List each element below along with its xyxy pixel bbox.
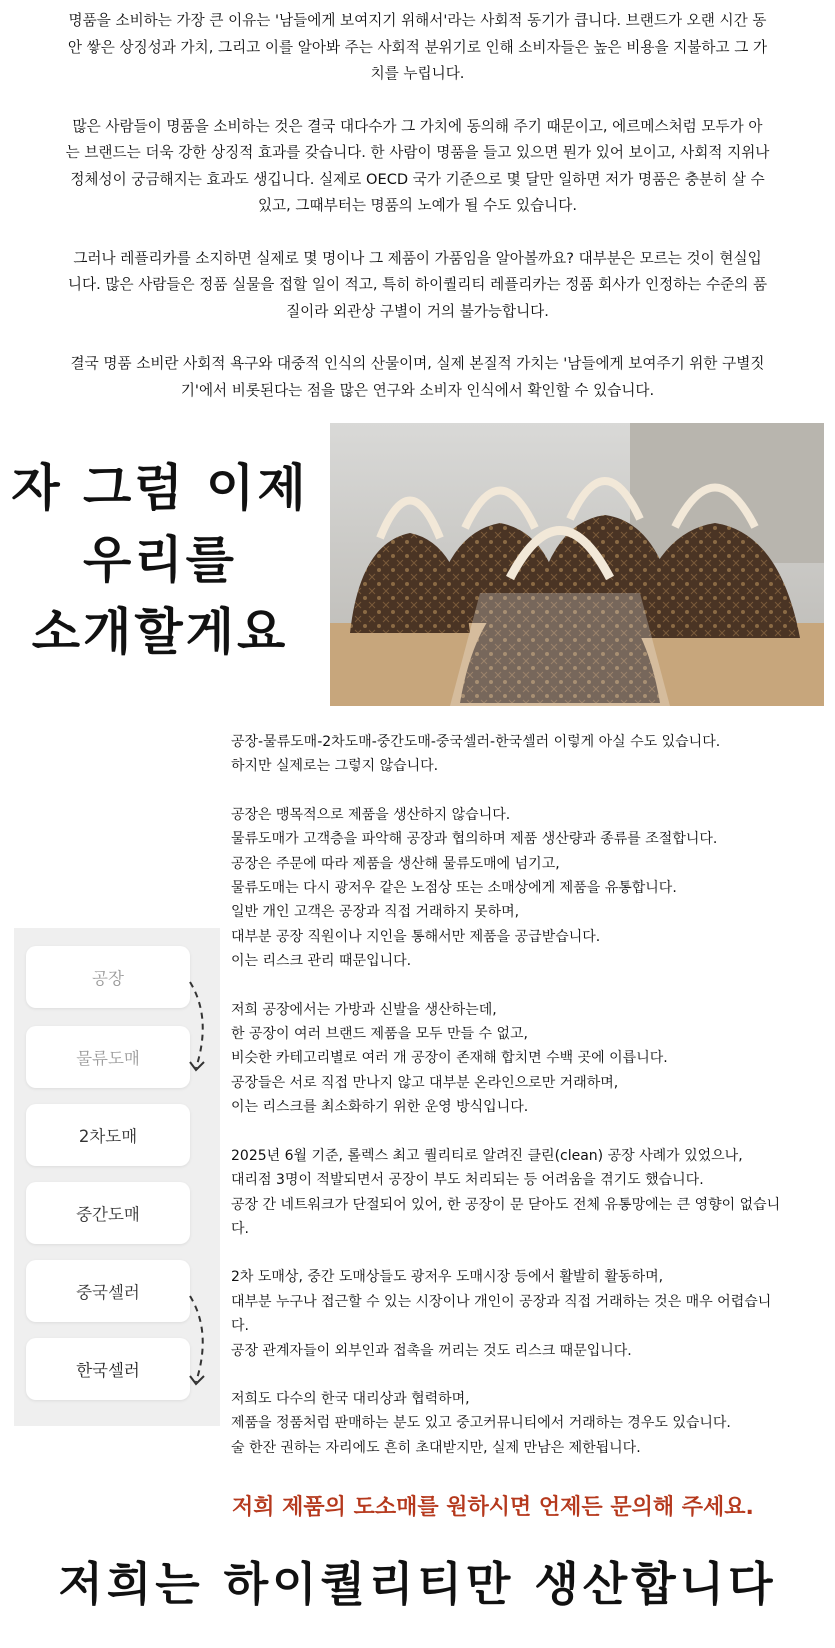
text-line: 기'에서 비롯된다는 점을 많은 연구와 소비자 인식에서 확인할 수 있습니다. — [180, 381, 655, 399]
intro-paragraph-1 — [14, 8, 821, 88]
body-paragraph-5 — [231, 1265, 831, 1363]
text-line: 이는 리스크 관리 때문입니다. — [231, 953, 412, 970]
body-paragraph-1 — [231, 730, 831, 779]
text-line: 는 브랜드는 더욱 강한 상징적 효과를 갖습니다. 한 사람이 명품을 들고 있으면 뭔가 있어 보이고, 사회적 지위나 — [65, 144, 770, 161]
text-line: 2차 도매상, 중간 도매상들도 광저우 도매시장 등에서 활발히 활동하며, — [231, 1269, 664, 1286]
body-text — [231, 730, 831, 1484]
flow-step-korea-seller — [26, 1338, 190, 1400]
text-line: 2025년 6월 기준, 롤렉스 최고 퀄리티로 알려진 클린(clean) 공장 사례가 있었으나, — [231, 1147, 743, 1164]
text-line: 그러나 레플리카를 소지하면 실제로 몇 명이나 그 제품이 가품임을 알아볼까요? 대부분은 모르는 것이 현실입 — [73, 249, 762, 267]
text-line: 명품을 소비하는 가장 큰 이유는 '남들에게 보여지기 위해서'라는 사회적 동기가 큽니다. 브랜드가 오랜 시간 동 — [68, 12, 767, 29]
text-line: 공장은 주문에 따라 제품을 생산해 물류도매에 넘기고, — [231, 855, 560, 872]
text-line: 한 공장이 여러 브랜드 제품을 모두 만들 수 없고, — [231, 1026, 529, 1043]
intro-text — [14, 8, 821, 430]
flow-step-middle-wholesale — [26, 1182, 190, 1244]
intro-paragraph-4 — [14, 351, 821, 404]
headline-line: 소개할게요 — [31, 603, 289, 661]
contact-call-to-action: 저희 제품의 도소매를 원하시면 언제든 문의해 주세요. — [232, 1495, 754, 1520]
flow-step-logistics-wholesale — [26, 1026, 190, 1088]
text-line: 대부분 누구나 접근할 수 있는 시장이나 개인이 공장과 직접 거래하는 것은 매우 어렵습니 — [231, 1293, 772, 1310]
headline-line: 자 그럼 이제 — [11, 459, 309, 517]
text-line: 공장들은 서로 직접 만나지 않고 대부분 온라인으로만 거래하며, — [231, 1074, 619, 1091]
body-paragraph-4 — [231, 1144, 831, 1242]
body-paragraph-2 — [231, 803, 831, 974]
flow-step-label: 공장 — [92, 969, 124, 988]
text-line: 공장 간 네트워크가 단절되어 있어, 한 공장이 문 닫아도 전체 유통망에는 큰 영향이 없습니 — [231, 1196, 781, 1213]
text-line: 비슷한 카테고리별로 여러 개 공장이 존재해 합치면 수백 곳에 이릅니다. — [231, 1050, 668, 1067]
text-line: 물류도매가 고객층을 파악해 공장과 협의하며 제품 생산량과 종류를 조절합니다. — [231, 831, 718, 848]
flow-step-factory — [26, 946, 190, 1008]
body-paragraph-3 — [231, 998, 831, 1120]
intro-headline — [10, 452, 310, 668]
text-line: 저희 공장에서는 가방과 신발을 생산하는데, — [231, 1001, 497, 1018]
text-line: 공장 관계자들이 외부인과 접촉을 꺼리는 것도 리스크 때문입니다. — [231, 1342, 632, 1359]
text-line: 니다. 많은 사람들은 정품 실물을 접할 일이 적고, 특히 하이퀄리티 레플리카는 정품 회사가 인정하는 수준의 품 — [67, 276, 768, 293]
flow-step-label: 물류도매 — [76, 1049, 140, 1068]
curved-dashed-arrow-icon — [186, 1292, 216, 1392]
handbags-photo — [330, 423, 824, 706]
text-line: 공장-물류도매-2차도매-중간도매-중국셀러-한국셀러 이렇게 아실 수도 있습니다. — [231, 734, 721, 750]
flow-step-china-seller — [26, 1260, 190, 1322]
text-line: 질이라 외관상 구별이 거의 불가능합니다. — [286, 302, 549, 320]
text-line: 결국 명품 소비란 사회적 욕구와 대중적 인식의 산물이며, 실제 본질적 가치는 '남들에게 보여주기 위한 구별짓 — [70, 355, 765, 372]
flow-step-label: 2차도매 — [78, 1127, 138, 1146]
text-line: 다. — [231, 1220, 249, 1237]
intro-paragraph-3 — [14, 246, 821, 326]
distribution-flow — [14, 928, 220, 1426]
text-line: 치를 누립니다. — [370, 65, 465, 82]
text-line: 제품을 정품처럼 판매하는 분도 있고 중고커뮤니티에서 거래하는 경우도 있습니다. — [231, 1415, 731, 1432]
text-line: 공장은 맹목적으로 제품을 생산하지 않습니다. — [231, 806, 511, 823]
text-line: 일반 개인 고객은 공장과 직접 거래하지 못하며, — [231, 904, 520, 921]
text-line: 하지만 실제로는 그렇지 않습니다. — [231, 758, 439, 775]
text-line: 많은 사람들이 명품을 소비하는 것은 결국 대다수가 그 가치에 동의해 주기 때문이고, 에르메스처럼 모두가 아 — [72, 117, 763, 135]
text-line: 있고, 그때부터는 명품의 노예가 될 수도 있습니다. — [257, 197, 578, 214]
flow-step-label: 한국셀러 — [76, 1361, 140, 1380]
flow-step-label: 중간도매 — [76, 1205, 140, 1224]
text-line: 안 쌓은 상징성과 가치, 그리고 이를 알아봐 주는 사회적 분위기로 인해 소비자들은 높은 비용을 지불하고 그 가 — [67, 38, 768, 56]
curved-dashed-arrow-icon — [186, 978, 216, 1078]
text-line: 이는 리스크를 최소화하기 위한 운영 방식입니다. — [231, 1099, 529, 1116]
body-paragraph-6 — [231, 1387, 831, 1460]
text-line: 대리점 3명이 적발되면서 공장이 부도 처리되는 등 어려움을 겪기도 했습니다. — [231, 1172, 704, 1189]
flow-step-secondary-wholesale — [26, 1104, 190, 1166]
intro-paragraph-2 — [14, 114, 821, 220]
text-line: 술 한잔 권하는 자리에도 흔히 초대받지만, 실제 만남은 제한됩니다. — [231, 1439, 641, 1456]
text-line: 물류도매는 다시 광저우 같은 노점상 또는 소매상에게 제품을 유통합니다. — [231, 880, 677, 897]
text-line: 정체성이 궁금해지는 효과도 생깁니다. 실제로 OECD 국가 기준으로 몇 달만 일하면 저가 명품은 충분히 살 수 — [70, 170, 765, 188]
text-line: 저희도 다수의 한국 대리상과 협력하며, — [231, 1390, 470, 1407]
flow-step-label: 중국셀러 — [76, 1283, 140, 1302]
text-line: 다. — [231, 1318, 249, 1335]
text-line: 대부분 공장 직원이나 지인을 통해서만 제품을 공급받습니다. — [231, 928, 601, 945]
footer-slogan: 저희는 하이퀄리티만 생산합니다 — [58, 1557, 777, 1611]
headline-line: 우리를 — [83, 531, 237, 589]
